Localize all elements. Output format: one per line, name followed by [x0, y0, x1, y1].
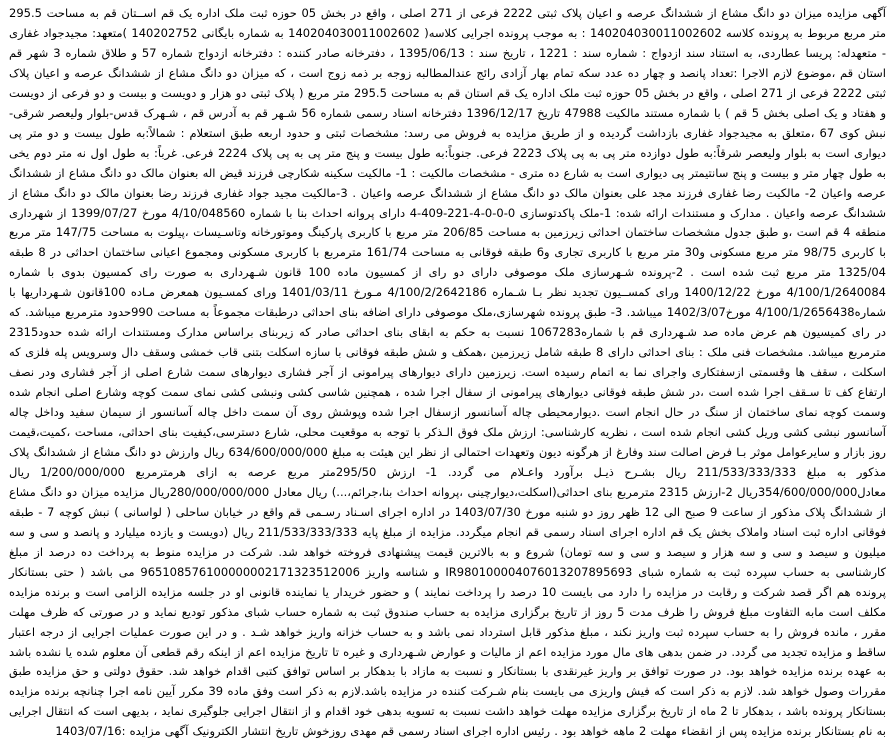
- auction-notice-text: آگهی مزایده میزان دو دانگ مشاع از ششدانگ عرصه و اعیان پلاک ثبتی 2222 فرعی از 271 اصلی ، واقع در بخش 05 حوزه ثبت ملک اداره یک قم اســتان قم به مساحت 295.5 متر مربع مربوط به پرونده کلاسه 140204030011002602 : به موجب پرونده اجرایی کلاسه( 140204030011002602 به شماره بایگانی 140202752 )متعهد: مجیدجواد غفاری - متعهدله: پریسا عطاردی، به استناد سند ازدواج : شماره سند : 1221 ، تاریخ سند : 1395/06/13 ، دفترخانه صادر کننده : دفترخانه ازدواج شماره 57 و طلاق شماره 3 شهر قم استان قم ،موضوع لازم الاجرا :تعداد پانصد و چهار ده عدد سکه تمام بهار آزادی رائج عندالمطالبه زوجه بر ذمه زوج است ، که میزان دو دانگ مشاع از ششدانگ عرصه و اعیان پلاک ثبتی 2222 فرعی از 271 اصلی ، واقع در بخش 05 حوزه ثبت ملک اداره یک قم استان قم به مساحت 295.5 متر مربع ( پلاک ثبتی دو هزار و دویست و بیست و دو فرعی از دویست و هفتاد و یک اصلی بخش 5 قم ) با شماره مستند مالکیت 47988 تاریخ 1396/12/17 دفترخانه اسناد رسمی شماره 56 شـهر قم به آدرس قم ، شـهرک قدس-بلوار ولیعصر شرقی-نبش کوی 67 ،متعلق به مجیدجواد غفاری بازداشت گردیده و از طریق مزایده به فروش می رسد: مشخصات ثبتی و حدود اربعه طبق استعلام : شمالاً:به طول بیست و دو متر پی دیواری است به بلوار ولیعصر شرقاً:به طول دوازده متر پی به پی پلاک 2223 فرعی. جنوباً:به طول بیست و پنج متر پی به پی پلاک 2224 فرعی. غرباً: به طول اول نه متر دوم یخی به طول چهار متر و بیست و پنج سانتیمتر پی دیواری است به شارع ده متری - مشخصات مالکیت : 1- مالکیت سکینه شکارچی فرزند قیض اله بعنوان مالک دو دانگ مشاع از ششدانگ عرصه واعیان 2- مالکیت رضا غفاری فرزند مجد علی بعنوان مالک دو دانگ مشاع از ششدانگ عرصه واعیان . 3-مالکیت مجید جواد غفاری فرزند رضا بعنوان مالک دو دانگ مشاع از ششدانگ عرصه واعیان . مدارک و مستندات ارائه شده: 1-ملک پاکدتوسازی 0-0-0-4-221-409-4 دارای پروانه احداث بنا با شماره 4/10/048560 مورخ 1399/07/27 از شهرداری منطقه 4 قم است ،و طبق جدول مشخصات ساختمان احداثی زیرزمین به مساحت 206/85 متر مربع با کاربری پارکینگ وموتورخانه وتاسـیسات ،پیلوت به مساحت 147/75 متر مربع با کاربری 98/75 متر مربع مسکونی و30 متر مربع با کاربری تجاری و6 طبقه فوقانی به مساحت 161/74 مترمربع با کاربری مسکونی ومجموع اعیانی ساختمان احداثی در 8 طبقه 1325/04 متر مربع ثبت شده است . 2-پرونده شـهرسازی ملک موصوفی دارای دو رای از کمسیون ماده 100 قانون شـهرداری به صورت رای کمسیون بدوی با شماره 4/100/1/2640084 مورخ 1400/12/22 ورای کمســیون تجدید نظر بـا شـماره 4/100/2/2642186 مـورخ 1401/03/11 ورای کمسـیون همعرض مـاده 100قانون شـهرداریها با شماره4/100/1/2656438 مورخ1402/3/07 میباشد. 3- طبق پرونده شهرسازی،ملک موصوفی دارای اضافه بنای احداثی درطبقات مجموعاً به مساحت 990حدود مترمربع میباشد. که در رای کمیسیون هم عرض ماده صد شـهرداری قم با شماره1067283 نسبت به حکم به ابقای بنای احداثی صادر که زیربنای براساس مدارک ومستندات ارائه شده حدود2315 مترمربع میباشد. مشخصات فنی ملک : بنای احداثی دارای 8 طبقه شامل زیرزمین ،همکف و شش طبقه فوقانی با سازه اسکلت بتنی قاب خمشی وسقف دال وسرویس پله فلزی که اسکلت ، سقف ها وقسمتی ازسفتکاری واجرای نما به اتمام رسیده است. زیرزمین دارای دیوارهای پیرامونی از آجر فشاری دیوارهای سمت شارع اصلی از آجر فشاری ودر نصف ارتفاع کف تا سـقف اجرا شده است ،در شش طبقه فوقانی دیوارهای پیرامونی از سفال اجرا شده ، همچنین شاسی کشی ونبشی کشی نمای سمت کوچه وشارع اصلی انجام شده وسمت کوچه نمای ساختمان از سنگ در حال انجام است .دیوارمحیطی چاله آسانسور ازسفال اجرا شده وپوشش روی آن سمت داخل چاله آسانسور از سیمان سفید وداخل چاله آسانسور نبشی کشی وریل کشی انجام شده است ، نظریه کارشناسی: ارزش ملک فوق الـذکر با توجه به موقعیت محلی، شارع دسترسی،کیفیت بنای احداثی، مساحت ،کمیت،قیمت روز بازار و سایرعوامل موثر بـا فرض اصالت سند وفارغ از هرگونه دیون وتعهدات احتمالی از نظر این هیئت به مبلغ 634/600/000/000 ریال وارزش دو دانگ مشاع از ششدانگ پلاک مذکور به مبلغ 211/533/333/333 ریال بشـرح ذیـل برآورد واعـلام می گردد. 1- ارزش 295/50متر مربع عرصه به ازای هرمترمربع 1/200/000/000 ریال معادل354/600/000/000ریال 2-ارزش 2315 مترمربع بنای احداثی(اسکلت،دیوارچینی ،پروانه احداث بنا،جرائم،...) ریال معادل 280/000/000/000ریال مزایده میزان دو دانگ مشاع از ششدانگ پلاک مذکور از ساعت 9 صبح الی 12 ظهر روز دو شنبه مورخ 1403/07/30 در اداره اجرای اسـناد رسـمی قم واقع در خیابان ساحلی ( لواسانی ) نبش کوچه 7 - طبقه فوقانی اداره ثبت اسناد واملاک بخش یک قم اداره اجرای اسناد رسمی قم انجام میگردد. مزایده از مبلغ پایه 211/533/333/333 ریال (دویست و یازده میلیارد و پانصد و سی و سه میلیون و سیصد و سی و سه هزار و سیصد و سی و سه تومان) شروع و به بالاترین قیمت پیشنهادی فروخته خواهد شد. شرکت در مزایده منوط به پرداخت ده درصد از مبلغ کارشناسی به حساب سپرده ثبت به شماره شبای IR980100004076013207895693 و شناسه واریز 965108576100000002171323512006 می باشد ( حتی بستانکار پرونده هم اگر قصد شرکت و رقابت در مزایده را دارد می بایست 10 درصد را پرداخت نمایند ) و حضور خریدار یا نماینده قانونی او در جلسه مزایده الزامی است و برنده مزایده مکلف است مابه التفاوت مبلغ فروش را ظرف مدت 5 روز از تاریخ برگزاری مزایده به حساب صندوق ثبت به شماره حساب شبای مذکور تودیع نماید و در صورتی که ظرف مهلت مقرر ، مانده فروش را به حساب سپرده ثبت واریز نکند ، مبلغ مذکور قابل استرداد نمی باشد و به حساب خزانه واریز خواهد شـد . و در این صورت عملیات اجرایی از درجه اعتبار ساقط و مزایده تجدید می گردد. در ضمن بدهی های مال مورد مزایده اعم از مالیات و عوارض شـهرداری و غیره تا تاریخ مزایده اعم از اینکه رقم قطعی آن معلوم شده یا نشده باشد به عهده برنده مزایده خواهد بود. در صورت توافق بر واریز غیرنقدی با بستانکار و نسبت به مازاد با بدهکار بر اساس توافق کتبی اقدام خواهد شد. حقوق دولتی و حق مزایده طبق مقررات وصول خواهد شد. لازم به ذکر است که فیش واریزی می بایست بنام شـرکت کننده در مزایده باشد.لازم به ذکر است وفق ماده 39 مکرر آیین نامه اجرا چنانچه برنده مزایده بستانکار پرونده باشد ، بدهکار تا 2 ماه از تاریخ برگزاری مزایده مهلت خواهد داشت نسبت به تسویه بدهی خود اقدام و از انتقال اجرایی جلوگیری نماید ، بدیهی است که انتقال اجرایی به نام بستانکار برنده مزایده پس از انقضاء مهلت 2 ماهه خواهد بود . رئیس اداره اجرای اسناد رسمی قم مهدی روزخوش تاریخ انتشار الکترونیک آگهی مزایده :1403/07/16: [9, 6, 887, 739]
